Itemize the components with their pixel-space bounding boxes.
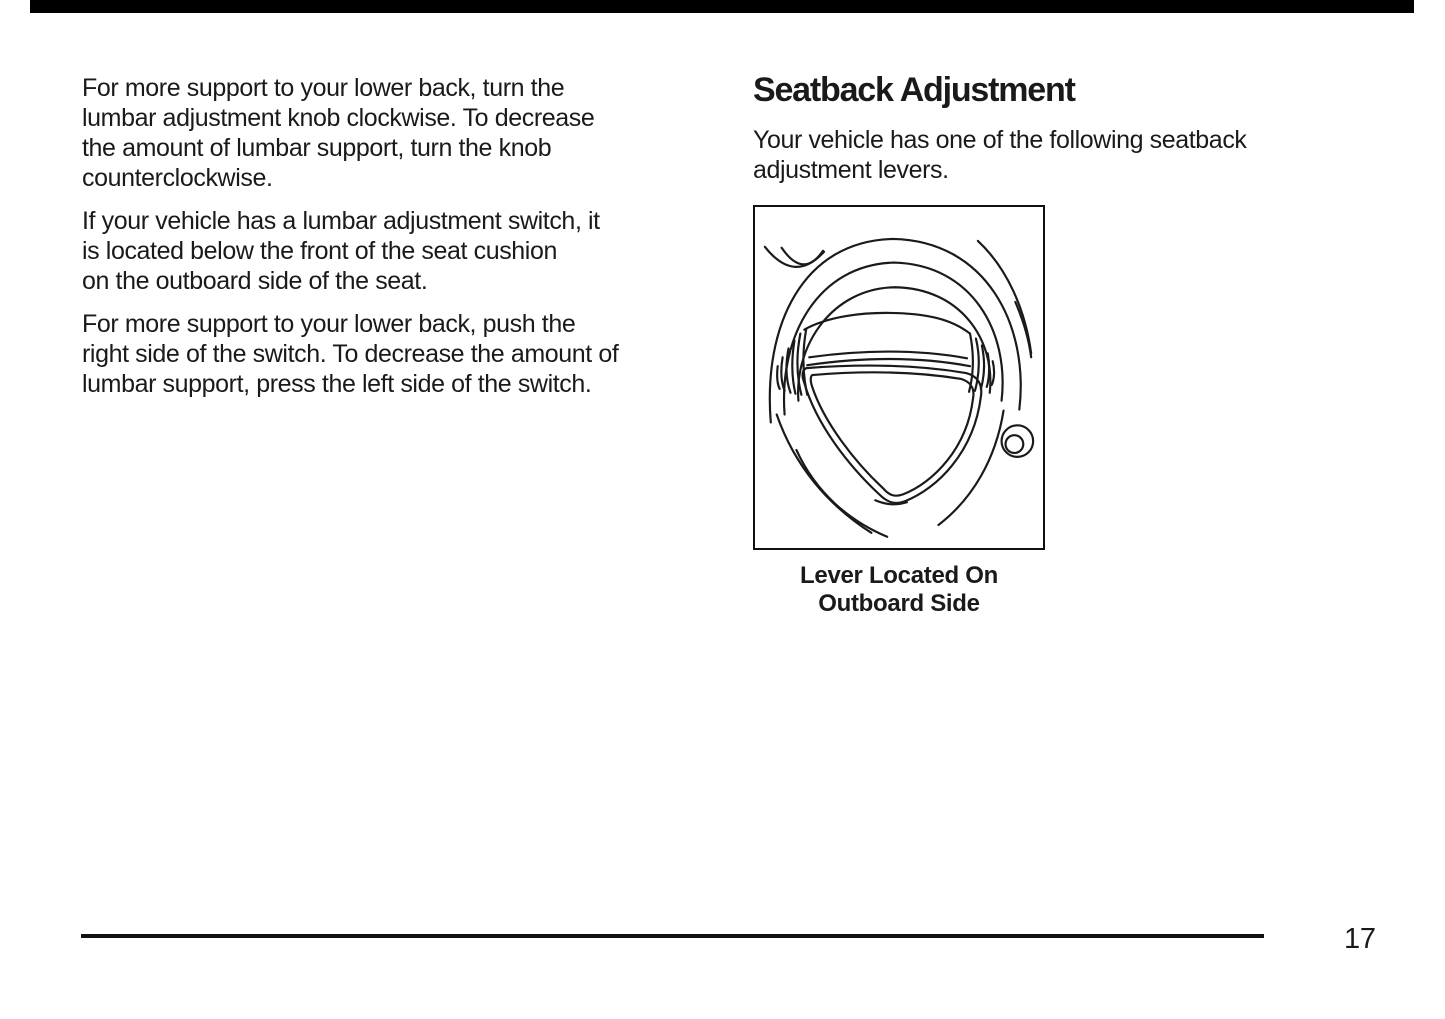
page-number: 17: [1344, 923, 1376, 955]
figure-caption: [733, 562, 1065, 618]
text-line: right side of the switch. To decrease the amount of: [82, 340, 619, 368]
text-line: adjustment levers.: [753, 156, 949, 184]
text-line: lumbar support, press the left side of the switch.: [82, 370, 592, 398]
page-top-rule: [30, 0, 1414, 13]
text-line: If your vehicle has a lumbar adjustment switch, it: [82, 207, 600, 235]
section-intro: [753, 125, 1247, 185]
footer-rule: [81, 934, 1264, 938]
text-line: the amount of lumbar support, turn the knob: [82, 134, 552, 162]
caption-line: Outboard Side: [818, 590, 980, 617]
caption-line: Lever Located On: [800, 562, 998, 589]
left-column: [82, 73, 742, 412]
figure-seatback-lever: [753, 205, 1045, 550]
paragraph-lumbar-switch-usage: [82, 309, 742, 399]
seat-lever-illustration: [755, 207, 1043, 548]
paragraph-lumbar-switch-location: [82, 206, 742, 296]
text-line: For more support to your lower back, push the: [82, 310, 576, 338]
text-line: For more support to your lower back, turn the: [82, 74, 565, 102]
text-line: Your vehicle has one of the following seatback: [753, 126, 1247, 154]
text-line: is located below the front of the seat cushion: [82, 237, 557, 265]
text-line: counterclockwise.: [82, 164, 273, 192]
text-line: lumbar adjustment knob clockwise. To decrease: [82, 104, 595, 132]
section-heading: Seatback Adjustment: [753, 71, 1075, 109]
text-line: on the outboard side of the seat.: [82, 267, 428, 295]
paragraph-lumbar-knob: [82, 73, 742, 193]
